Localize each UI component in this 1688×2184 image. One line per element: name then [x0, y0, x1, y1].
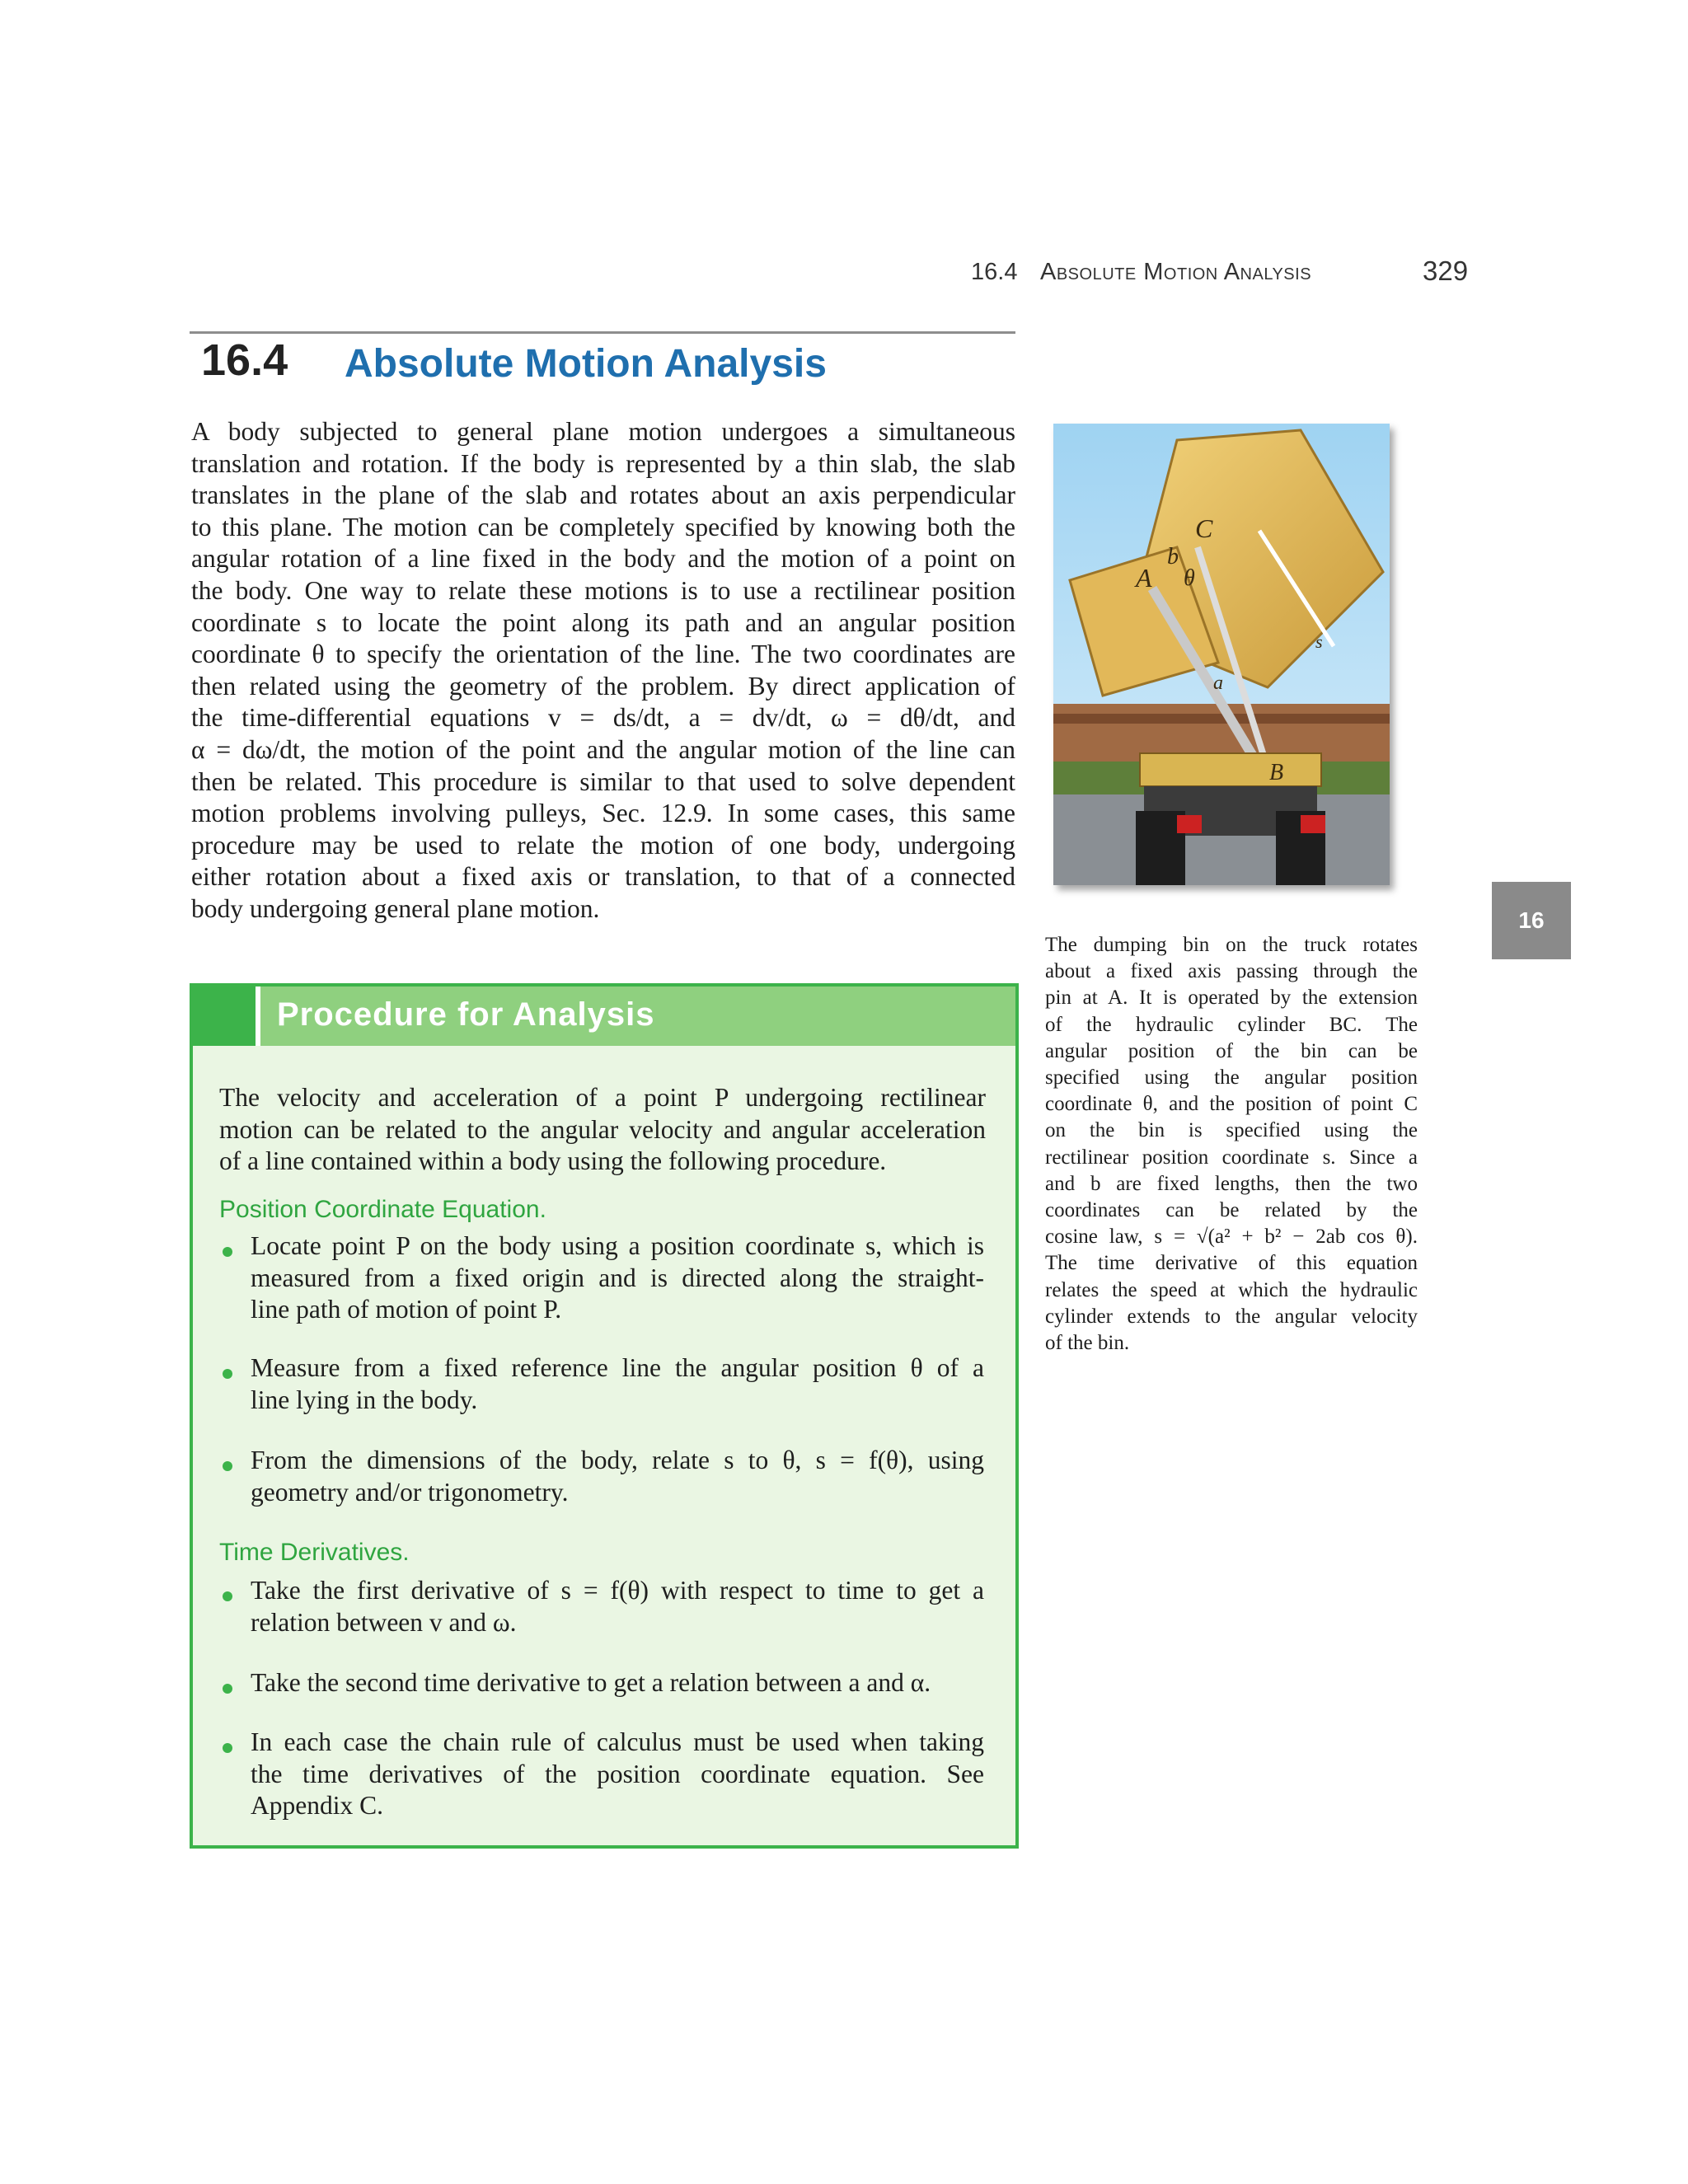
bullet-item — [251, 1575, 984, 1638]
text-line: and b are fixed lengths, then the two — [1045, 1172, 1418, 1195]
label-C: C — [1195, 513, 1213, 543]
text-line: then related using the geometry of the problem. By direct application of — [191, 671, 1015, 701]
subhead-time-derivatives: Time Derivatives. — [219, 1539, 410, 1566]
text-line: A body subjected to general plane motion undergoes a simultaneous — [191, 417, 1015, 446]
text-line: From the dimensions of the body, relate s to θ, s = f(θ), using — [251, 1446, 984, 1474]
procedure-header-accent — [193, 987, 256, 1046]
text-line: In each case the chain rule of calculus must be used when taking — [251, 1727, 984, 1756]
text-line: coordinate s to locate the point along its path and an angular position — [191, 607, 1015, 637]
text-line: line lying in the body. — [251, 1385, 478, 1414]
text-line: specified using the angular position — [1045, 1066, 1418, 1090]
text-line: motion can be related to the angular velocity and angular acceleration — [219, 1114, 986, 1144]
text-line: Take the first derivative of s = f(θ) with respect to time to get a — [251, 1576, 984, 1605]
text-line: about a fixed axis passing through the — [1045, 960, 1418, 983]
text-line: cylinder extends to the angular velocity — [1045, 1305, 1418, 1328]
text-line: pin at A. It is operated by the extension — [1045, 987, 1418, 1010]
text-line: translation and rotation. If the body is represented by a thin slab, the slab — [191, 448, 1015, 478]
label-s: s — [1315, 631, 1323, 652]
text-line: Appendix C. — [251, 1791, 383, 1821]
text-line: The time derivative of this equation — [1045, 1252, 1418, 1275]
page-number: 329 — [1423, 255, 1469, 286]
text-line: coordinates can be related by the — [1045, 1199, 1418, 1222]
text-line: The dumping bin on the truck rotates — [1045, 934, 1418, 956]
text-line: Locate point P on the body using a position coordinate s, which is — [251, 1231, 984, 1260]
text-line: Take the second time derivative to get a relation between a and α. — [251, 1668, 931, 1697]
subhead-position-coordinate: Position Coordinate Equation. — [219, 1196, 546, 1223]
label-theta: θ — [1184, 565, 1195, 591]
text-line: coordinate θ, and the position of point C — [1045, 1093, 1418, 1116]
text-line: coordinate θ to specify the orientation of the line. The two coordinates are — [191, 640, 1015, 669]
bullet-item — [251, 1727, 984, 1822]
text-line: line path of motion of point P. — [251, 1295, 562, 1324]
bullet-dot — [223, 1743, 232, 1753]
text-line: either rotation about a fixed axis or translation, to that of a connected — [191, 862, 1015, 892]
bullet-item — [251, 1667, 984, 1699]
text-line: translates in the plane of the slab and rotates about an axis perpendicular — [191, 480, 1015, 510]
text-line: on the bin is specified using the — [1045, 1119, 1418, 1142]
chapter-tab: 16 — [1492, 882, 1571, 959]
photo-caption — [1045, 932, 1418, 1357]
text-line: of the bin. — [1045, 1332, 1130, 1355]
text-line: procedure may be used to relate the motion of one body, undergoing — [191, 830, 1015, 860]
text-line: of the hydraulic cylinder BC. The — [1045, 1013, 1418, 1036]
dump-truck-illustration — [1053, 424, 1390, 885]
text-line: α = dω/dt, the motion of the point and the angular motion of the line can — [191, 734, 1015, 764]
label-a: a — [1213, 673, 1223, 694]
bullet-item — [251, 1352, 984, 1416]
text-line: angular rotation of a line fixed in the body and the motion of a point on — [191, 544, 1015, 574]
intro-paragraph — [191, 416, 1015, 926]
text-line: relation between v and ω. — [251, 1607, 517, 1637]
bullet-item — [251, 1445, 984, 1508]
label-B: B — [1269, 760, 1284, 785]
bullet-dot — [223, 1247, 232, 1257]
bullet-dot — [223, 1461, 232, 1471]
bullet-item — [251, 1230, 984, 1326]
text-line: the body. One way to relate these motions is to use a rectilinear position — [191, 575, 1015, 605]
text-line: rectilinear position coordinate s. Since a — [1045, 1146, 1418, 1169]
label-b: b — [1167, 544, 1179, 569]
text-line: angular position of the bin can be — [1045, 1039, 1418, 1062]
bullet-dot — [223, 1684, 232, 1694]
text-line: of a line contained within a body using the following procedure. — [219, 1146, 887, 1176]
procedure-header — [193, 987, 1015, 1046]
text-line: geometry and/or trigonometry. — [251, 1477, 569, 1507]
procedure-box — [190, 983, 1019, 1849]
text-line: the time-differential equations v = ds/dt, a = dv/dt, ω = dθ/dt, and — [191, 703, 1015, 733]
heading-rule — [190, 331, 1015, 334]
label-A: A — [1136, 563, 1152, 593]
text-line: to this plane. The motion can be completely specified by knowing both the — [191, 512, 1015, 541]
text-line: then be related. This procedure is similar to that used to solve dependent — [191, 766, 1015, 796]
text-line: The velocity and acceleration of a point P undergoing rectilinear — [219, 1083, 986, 1112]
text-line: measured from a fixed origin and is directed along the straight- — [251, 1263, 984, 1292]
text-line: cosine law, s = √(a² + b² − 2ab cos θ). — [1045, 1226, 1418, 1249]
text-line: motion problems involving pulleys, Sec. 12.9. In some cases, this same — [191, 799, 1015, 828]
text-line: body undergoing general plane motion. — [191, 893, 600, 923]
text-line: relates the speed at which the hydraulic — [1045, 1278, 1418, 1301]
section-number: 16.4 — [201, 335, 288, 385]
procedure-title: Procedure for Analysis — [277, 996, 655, 1033]
bullet-dot — [223, 1591, 232, 1601]
running-header-title: Absolute Motion Analysis — [1040, 259, 1312, 285]
procedure-intro — [219, 1082, 986, 1178]
bullet-dot — [223, 1369, 232, 1379]
text-line: the time derivatives of the position coordinate equation. See — [251, 1759, 984, 1788]
procedure-header-divider — [256, 987, 260, 1046]
dump-truck-photo — [1053, 424, 1390, 885]
section-title: Absolute Motion Analysis — [345, 342, 827, 386]
running-header-section: 16.4 — [971, 259, 1018, 285]
text-line: Measure from a fixed reference line the angular position θ of a — [251, 1353, 984, 1382]
